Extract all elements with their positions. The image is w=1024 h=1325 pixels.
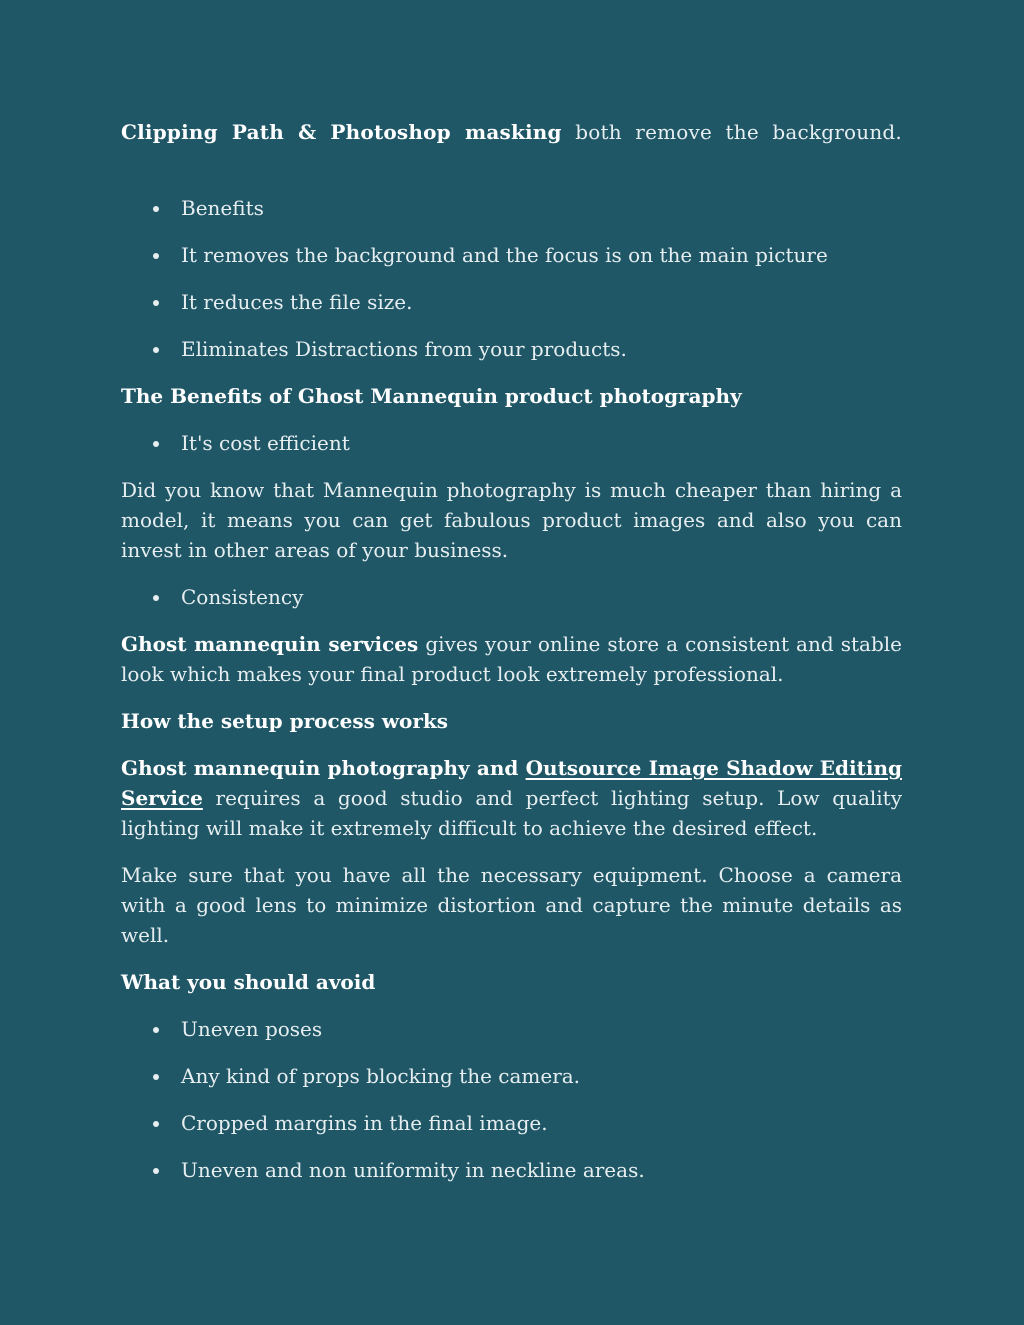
setup-bold-text: Ghost mannequin photography and: [121, 756, 526, 780]
list-item: Any kind of props blocking the camera.: [181, 1061, 902, 1091]
section-heading: The Benefits of Ghost Mannequin product photography: [121, 384, 742, 408]
intro-text: both remove the background.: [561, 120, 902, 144]
list-item: Cropped margins in the final image.: [181, 1108, 902, 1138]
setup-paragraph: [121, 753, 902, 843]
benefits-list: [121, 193, 902, 364]
list-item: Uneven and non uniformity in neckline areas.: [181, 1155, 902, 1185]
shadow-editing-service-link[interactable]: Outsource Image Shadow Editing Service: [121, 756, 902, 810]
list-item: It removes the background and the focus is on the main picture: [181, 240, 902, 270]
consistency-list: [121, 582, 902, 612]
consistency-bold-text: Ghost mannequin services: [121, 632, 419, 656]
section-heading: What you should avoid: [121, 970, 376, 994]
avoid-list: [121, 1014, 902, 1185]
list-item: It reduces the file size.: [181, 287, 902, 317]
setup-text: requires a good studio and perfect lighting setup. Low quality lighting will make it extremely difficult to achieve the desired effect.: [121, 786, 902, 840]
list-item: It's cost efficient: [181, 428, 902, 458]
cost-paragraph: Did you know that Mannequin photography is much cheaper than hiring a model, it means you can get fabulous product images and also you can invest in other areas of your business.: [121, 478, 902, 562]
list-item: Eliminates Distractions from your products.: [181, 334, 902, 364]
list-item: Benefits: [181, 193, 902, 223]
cost-list: [121, 428, 902, 458]
intro-paragraph: [121, 117, 902, 147]
intro-bold-text: Clipping Path & Photoshop masking: [121, 120, 562, 144]
equipment-paragraph: Make sure that you have all the necessary equipment. Choose a camera with a good lens to minimize distortion and capture the minute details as well.: [121, 863, 902, 947]
list-item: Uneven poses: [181, 1014, 902, 1044]
list-item: Consistency: [181, 582, 902, 612]
consistency-paragraph: [121, 629, 902, 689]
section-heading: How the setup process works: [121, 709, 449, 733]
consistency-text: gives your online store a consistent and stable look which makes your final product look extremely professional.: [121, 632, 902, 686]
document-page: [121, 117, 902, 1185]
